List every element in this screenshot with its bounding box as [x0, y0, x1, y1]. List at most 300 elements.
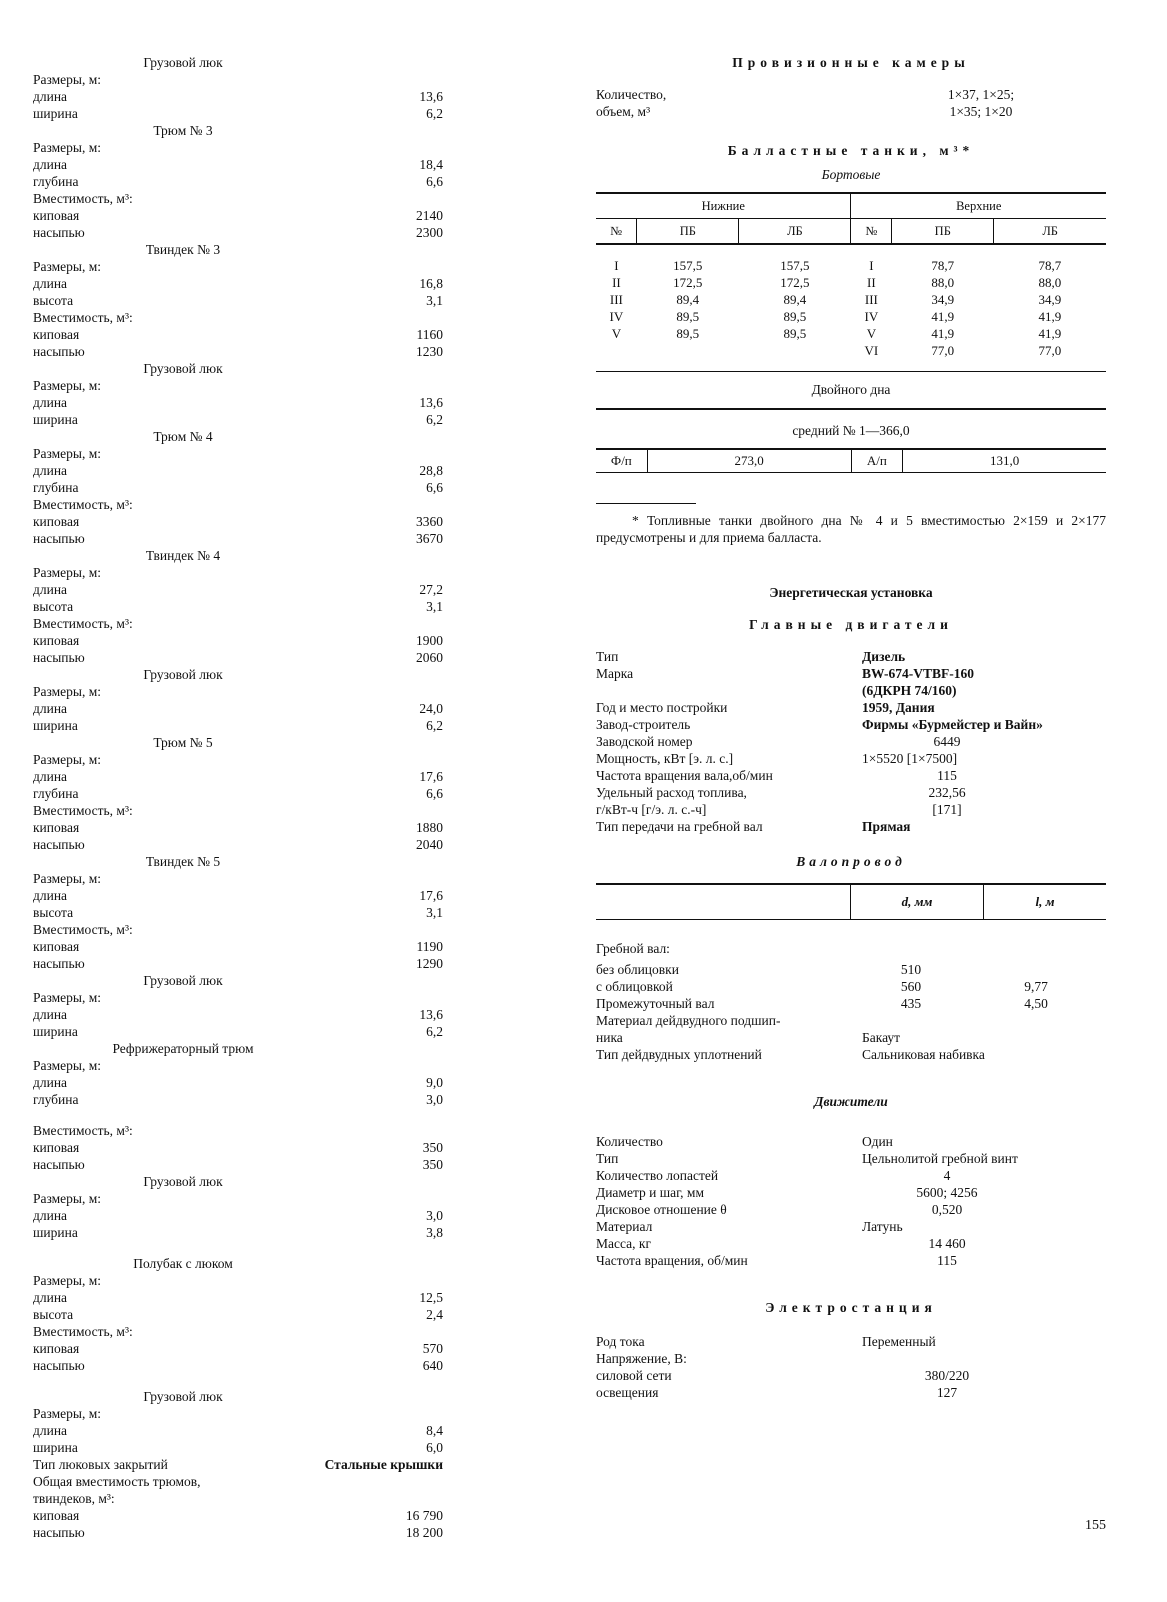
- section-heading: [33, 853, 443, 870]
- spec-row: [33, 1405, 443, 1422]
- spec-value: 27,2: [419, 582, 443, 597]
- ballast-cell-n1: [596, 342, 637, 359]
- ballast-cell-lb2: 77,0: [1038, 343, 1062, 358]
- spec-value: 13,6: [419, 395, 443, 410]
- spec-row: [33, 1340, 443, 1357]
- spec-value: 4: [943, 1168, 951, 1183]
- spec-row: [33, 683, 443, 700]
- spec-label: твиндеков, м³:: [33, 1491, 115, 1506]
- spec-value: 3,8: [426, 1225, 443, 1240]
- shaft-label: без облицовки: [596, 962, 679, 977]
- spec-row: [33, 700, 443, 717]
- ballast-table: [596, 192, 1106, 359]
- spec-label: насыпью: [33, 1525, 85, 1540]
- power-title: Энергетическая установка: [769, 585, 933, 600]
- spec-row: [33, 1139, 443, 1156]
- spec-row: [33, 1023, 443, 1040]
- spec-row: [33, 870, 443, 887]
- shaft-d: 435: [900, 996, 922, 1011]
- spec-label: Размеры, м:: [33, 140, 102, 155]
- spec-value: 3,0: [426, 1208, 443, 1223]
- spec-value: 5600; 4256: [916, 1185, 978, 1200]
- spec-row: [33, 1306, 443, 1323]
- spec-label: киповая: [33, 1341, 80, 1356]
- spec-row: [33, 819, 443, 836]
- spec-row: [33, 462, 443, 479]
- spec-value: 13,6: [419, 89, 443, 104]
- ballast-row: [596, 257, 1106, 274]
- shaft-row: [596, 978, 1106, 995]
- section-heading: [33, 734, 443, 751]
- spec-value: 24,0: [419, 701, 443, 716]
- spec-value: 6,0: [426, 1440, 443, 1455]
- spec-label: Размеры, м:: [33, 1406, 102, 1421]
- propulsors-section: [596, 1093, 1106, 1269]
- spec-row: [33, 1074, 443, 1091]
- spec-row: [596, 1384, 1106, 1401]
- spec-label: Марка: [596, 666, 634, 681]
- spec-label: насыпью: [33, 225, 85, 240]
- spec-label: ширина: [33, 718, 78, 733]
- ballast-cell-pb1: 89,4: [676, 292, 700, 307]
- spec-row: [33, 632, 443, 649]
- section-heading: [33, 547, 443, 564]
- spec-row: [33, 802, 443, 819]
- right-column: [596, 54, 1106, 1401]
- spec-value: 9,0: [426, 1075, 443, 1090]
- spec-row: [33, 513, 443, 530]
- ballast-cell-n2: III: [864, 292, 878, 307]
- spec-value: Латунь: [862, 1219, 903, 1234]
- spec-label: киповая: [33, 633, 80, 648]
- section-heading-text: Грузовой люк: [143, 55, 223, 70]
- ballast-cell-n1: III: [609, 292, 623, 307]
- spec-label: длина: [33, 395, 68, 410]
- ballast-cell-n2: IV: [864, 309, 879, 324]
- spec-row: [33, 1422, 443, 1439]
- section-heading-text: Рефрижераторный трюм: [112, 1041, 254, 1056]
- spec-row: [596, 818, 1106, 835]
- spec-row: [33, 326, 443, 343]
- spec-label: Вместимость, м³:: [33, 497, 133, 512]
- section-heading-text: Трюм № 3: [153, 123, 213, 138]
- section-heading: [33, 666, 443, 683]
- spec-label: длина: [33, 888, 68, 903]
- section-heading: [33, 360, 443, 377]
- spec-row: [33, 768, 443, 785]
- spec-row: [33, 649, 443, 666]
- double-bottom-middle: средний № 1—366,0: [792, 423, 910, 438]
- ballast-cell-pb1: 89,5: [676, 309, 700, 324]
- section-heading-text: Полубак с люком: [133, 1256, 233, 1271]
- spec-label: насыпью: [33, 650, 85, 665]
- spec-label: насыпью: [33, 531, 85, 546]
- spec-value: 3670: [416, 531, 443, 546]
- spec-row: [33, 156, 443, 173]
- spec-row: [596, 1184, 1106, 1201]
- spec-row: [33, 224, 443, 241]
- spec-row: [596, 1350, 1106, 1367]
- spec-value: Один: [862, 1134, 893, 1149]
- provisions-label-2: объем, м³: [596, 104, 651, 119]
- spec-row: [33, 1524, 443, 1541]
- spec-value: 115: [937, 768, 957, 783]
- spec-row: [596, 1367, 1106, 1384]
- spec-row: [33, 836, 443, 853]
- spec-value: 1×5520 [1×7500]: [862, 751, 958, 766]
- spec-value: 570: [422, 1341, 443, 1356]
- spec-label: Размеры, м:: [33, 72, 102, 87]
- spec-row: [33, 717, 443, 734]
- spec-row: [33, 785, 443, 802]
- spec-label: Вместимость, м³:: [33, 191, 133, 206]
- spec-row: [33, 173, 443, 190]
- spec-label: Тип люковых закрытий: [33, 1457, 168, 1472]
- spec-label: Дисковое отношение θ: [596, 1202, 727, 1217]
- shaft-l: 4,50: [1024, 996, 1048, 1011]
- spec-value: 2,4: [426, 1307, 443, 1322]
- spec-label: ширина: [33, 1225, 78, 1240]
- spec-label: высота: [33, 293, 74, 308]
- spec-value: 6,6: [426, 480, 443, 495]
- spec-value: Переменный: [862, 1334, 936, 1349]
- spec-label: глубина: [33, 1092, 79, 1107]
- ballast-group-lower: Нижние: [701, 198, 745, 213]
- spec-value: Дизель: [862, 649, 906, 664]
- shaft-l: 9,77: [1024, 979, 1048, 994]
- spec-row: [33, 1207, 443, 1224]
- shaft-title: Валопровод: [796, 854, 906, 869]
- spec-row: [596, 682, 1106, 699]
- spec-label: Мощность, кВт [э. л. с.]: [596, 751, 734, 766]
- spec-row: [596, 733, 1106, 750]
- spec-value: 1900: [416, 633, 443, 648]
- spec-label: Частота вращения, об/мин: [596, 1253, 748, 1268]
- spec-label: Вместимость, м³:: [33, 1324, 133, 1339]
- spec-value: 17,6: [419, 888, 443, 903]
- spec-label: Вместимость, м³:: [33, 1123, 133, 1138]
- spec-value: 1290: [416, 956, 443, 971]
- spec-value: 16,8: [419, 276, 443, 291]
- section-heading-text: Трюм № 5: [153, 735, 213, 750]
- ballast-cell-n1: I: [614, 258, 619, 273]
- spec-value: BW-674-VTBF-160: [862, 666, 974, 681]
- spec-row: [33, 938, 443, 955]
- spec-label: Размеры, м:: [33, 446, 102, 461]
- spec-label: Завод-строитель: [596, 717, 691, 732]
- ballast-cell-pb2: 77,0: [931, 343, 955, 358]
- spec-label: длина: [33, 276, 68, 291]
- spec-row: [596, 699, 1106, 716]
- ballast-cell-n2: VI: [864, 343, 879, 358]
- ballast-subtitle: Бортовые: [821, 167, 881, 182]
- spec-label: Размеры, м:: [33, 684, 102, 699]
- shaft-col-l: l, м: [983, 885, 1106, 919]
- spec-label: высота: [33, 1307, 74, 1322]
- ballast-cell-pb1: [637, 342, 739, 359]
- spec-row: [596, 665, 1106, 682]
- ballast-title: Балластные танки, м³*: [727, 143, 975, 158]
- spec-label: высота: [33, 905, 74, 920]
- spec-row: [33, 71, 443, 88]
- spec-row: [33, 1156, 443, 1173]
- spec-value: 3,0: [426, 1092, 443, 1107]
- spec-label: Размеры, м:: [33, 1058, 102, 1073]
- spec-row: [33, 207, 443, 224]
- spec-row: [33, 1473, 443, 1490]
- peak-tanks-row: [596, 450, 1106, 472]
- spec-value: 127: [936, 1385, 958, 1400]
- ballast-cell-pb1: 172,5: [673, 275, 703, 290]
- spec-row: [33, 751, 443, 768]
- spec-label: длина: [33, 701, 68, 716]
- ballast-cell-lb1: 89,5: [783, 309, 807, 324]
- spec-value: 6,6: [426, 174, 443, 189]
- spec-row: [33, 1057, 443, 1074]
- shaft-material-label-1: Материал дейдвудного подшип-: [596, 1013, 781, 1028]
- spec-row: [33, 564, 443, 581]
- ballast-cell-lb1: 172,5: [780, 275, 810, 290]
- spec-label: г/кВт-ч [г/э. л. с.-ч]: [596, 802, 707, 817]
- spec-label: Размеры, м:: [33, 990, 102, 1005]
- spec-value: 3,1: [426, 905, 443, 920]
- power-section: [596, 584, 1106, 835]
- spec-row: [596, 1235, 1106, 1252]
- ballast-group-upper: Верхние: [851, 193, 1106, 219]
- ballast-cell-lb2: 41,9: [1038, 326, 1062, 341]
- spec-row: [33, 1190, 443, 1207]
- spec-label: длина: [33, 1007, 68, 1022]
- spec-row: [596, 716, 1106, 733]
- spec-value: 3,1: [426, 599, 443, 614]
- spec-label: Размеры, м:: [33, 1191, 102, 1206]
- spec-label: Род тока: [596, 1334, 645, 1349]
- spec-label: киповая: [33, 1140, 80, 1155]
- spec-label: Размеры, м:: [33, 871, 102, 886]
- section-heading-text: Трюм № 4: [153, 429, 213, 444]
- spec-row: [33, 904, 443, 921]
- engines-title: Главные двигатели: [749, 617, 953, 632]
- spec-value: 12,5: [419, 1290, 443, 1305]
- spec-label: высота: [33, 599, 74, 614]
- spec-label: ширина: [33, 1440, 78, 1455]
- section-heading: [33, 1173, 443, 1190]
- spec-row: [33, 887, 443, 904]
- spec-row: [33, 479, 443, 496]
- ballast-row: [596, 342, 1106, 359]
- spec-row: [33, 411, 443, 428]
- provisions-title: Провизионные камеры: [732, 55, 970, 70]
- ballast-row: [596, 291, 1106, 308]
- spec-label: ширина: [33, 412, 78, 427]
- ballast-cell-n1: II: [612, 275, 621, 290]
- spec-row: [33, 292, 443, 309]
- ballast-cell-n1: V: [611, 326, 622, 341]
- ballast-cell-n2: V: [866, 326, 877, 341]
- spec-row: [596, 1201, 1106, 1218]
- spec-value: 0,520: [931, 1202, 963, 1217]
- spacer: [33, 1374, 443, 1388]
- shaft-header: [596, 885, 1106, 919]
- spec-row: [596, 1133, 1106, 1150]
- spec-value: 14 460: [928, 1236, 966, 1251]
- spec-row: [596, 1252, 1106, 1269]
- spec-row: [33, 139, 443, 156]
- spec-label: Размеры, м:: [33, 259, 102, 274]
- section-heading: [33, 1388, 443, 1405]
- spec-label: Размеры, м:: [33, 565, 102, 580]
- ballast-cell-lb2: 88,0: [1038, 275, 1062, 290]
- spec-row: [33, 530, 443, 547]
- spec-label: длина: [33, 463, 68, 478]
- spec-label: Общая вместимость трюмов,: [33, 1474, 201, 1489]
- provisions-value-2: 1×35; 1×20: [949, 104, 1013, 119]
- section-heading-text: Грузовой люк: [143, 1389, 223, 1404]
- spec-label: ширина: [33, 106, 78, 121]
- spec-row: [33, 445, 443, 462]
- spec-label: Тип: [596, 649, 619, 664]
- ballast-cell-lb1: 89,5: [783, 326, 807, 341]
- spec-label: длина: [33, 157, 68, 172]
- spec-row: [33, 955, 443, 972]
- spec-label: Заводской номер: [596, 734, 693, 749]
- spec-row: [33, 377, 443, 394]
- spec-value: 380/220: [924, 1368, 970, 1383]
- spec-label: киповая: [33, 327, 80, 342]
- spec-label: длина: [33, 1208, 68, 1223]
- ballast-cell-lb2: 41,9: [1038, 309, 1062, 324]
- spec-row: [33, 258, 443, 275]
- ballast-cell-lb2: 34,9: [1038, 292, 1062, 307]
- section-heading: [33, 122, 443, 139]
- spec-label: насыпью: [33, 837, 85, 852]
- spec-value: 6,2: [426, 106, 443, 121]
- spec-label: Удельный расход топлива,: [596, 785, 747, 800]
- col-no-upper: №: [851, 219, 892, 245]
- shaft-label: с облицовкой: [596, 979, 673, 994]
- spec-value: 13,6: [419, 1007, 443, 1022]
- spec-label: Частота вращения вала,об/мин: [596, 768, 773, 783]
- spec-row: [33, 275, 443, 292]
- shaft-seal-label: Тип дейдвудных уплотнений: [596, 1047, 762, 1062]
- spec-label: длина: [33, 1290, 68, 1305]
- spec-row: [33, 598, 443, 615]
- spec-value: 1190: [416, 939, 443, 954]
- ballast-cell-pb2: 34,9: [931, 292, 955, 307]
- spec-label: освещения: [596, 1385, 659, 1400]
- spec-value: 16 790: [405, 1508, 443, 1523]
- spec-label: глубина: [33, 786, 79, 801]
- spec-value: 6,2: [426, 412, 443, 427]
- spec-row: [33, 309, 443, 326]
- ballast-cell-pb1: 89,5: [676, 326, 700, 341]
- spec-value: Стальные крышки: [324, 1457, 443, 1472]
- footnote: * Топливные танки двойного дна № 4 и 5 вместимостью 2×159 и 2×177 предусмотрены и для приема балласта.: [596, 513, 1106, 545]
- section-heading-text: Грузовой люк: [143, 361, 223, 376]
- shaft-material-label-2: ника: [596, 1030, 623, 1045]
- spec-value: 2060: [416, 650, 443, 665]
- spec-label: Масса, кг: [596, 1236, 651, 1251]
- spec-row: [596, 1333, 1106, 1350]
- shaft-col-d: d, мм: [850, 885, 983, 919]
- spec-value: Фирмы «Бурмейстер и Вайн»: [862, 717, 1043, 732]
- section-heading: [33, 428, 443, 445]
- spec-row: [33, 615, 443, 632]
- electro-section: [596, 1299, 1106, 1401]
- spec-row: [33, 921, 443, 938]
- spec-label: глубина: [33, 174, 79, 189]
- spec-row: [596, 1218, 1106, 1235]
- spec-label: длина: [33, 582, 68, 597]
- section-heading: [33, 241, 443, 258]
- spec-value: 1959, Дания: [862, 700, 935, 715]
- spec-label: Напряжение, В:: [596, 1351, 687, 1366]
- ballast-row: [596, 274, 1106, 291]
- spec-value: 17,6: [419, 769, 443, 784]
- spec-value: 115: [937, 1253, 957, 1268]
- col-lb-upper: ЛБ: [994, 219, 1106, 245]
- spec-row: [596, 750, 1106, 767]
- spec-label: Размеры, м:: [33, 378, 102, 393]
- spec-value: 232,56: [928, 785, 966, 800]
- spec-label: насыпью: [33, 344, 85, 359]
- ballast-cell-n2: II: [867, 275, 876, 290]
- spec-value: 6,2: [426, 1024, 443, 1039]
- spec-value: 8,4: [426, 1423, 443, 1438]
- spec-row: [33, 343, 443, 360]
- spec-row: [33, 1357, 443, 1374]
- spacer: [33, 1241, 443, 1255]
- spec-row: [596, 648, 1106, 665]
- fp-label: Ф/п: [610, 453, 632, 468]
- shaft-d: 510: [900, 962, 922, 977]
- shaft-section: [596, 853, 1106, 1063]
- section-heading-text: Твиндек № 5: [145, 854, 221, 869]
- fp-value: 273,0: [647, 450, 851, 472]
- col-pb-lower: ПБ: [637, 219, 739, 245]
- spec-value: 640: [422, 1358, 443, 1373]
- spec-row: [33, 1323, 443, 1340]
- spec-value: [171]: [932, 802, 962, 817]
- spec-value: 1880: [416, 820, 443, 835]
- spec-value: 18,4: [419, 157, 443, 172]
- ballast-cell-pb2: 88,0: [931, 275, 955, 290]
- spec-label: длина: [33, 769, 68, 784]
- section-heading: [33, 1255, 443, 1272]
- spec-label: насыпью: [33, 1358, 85, 1373]
- spec-label: Размеры, м:: [33, 752, 102, 767]
- ballast-cell-pb2: 41,9: [931, 326, 955, 341]
- section-heading-text: Твиндек № 3: [145, 242, 221, 257]
- spec-row: [33, 1507, 443, 1524]
- page-number: 155: [1085, 1518, 1106, 1533]
- spec-value: 6,2: [426, 718, 443, 733]
- spec-label: Вместимость, м³:: [33, 310, 133, 325]
- spec-label: киповая: [33, 820, 80, 835]
- spec-value: 2040: [416, 837, 443, 852]
- spec-label: киповая: [33, 939, 80, 954]
- ballast-section: [596, 142, 1106, 473]
- spec-label: Тип: [596, 1151, 619, 1166]
- ballast-cell-pb2: 41,9: [931, 309, 955, 324]
- electro-title: Электростанция: [765, 1300, 937, 1315]
- ballast-row: [596, 308, 1106, 325]
- ballast-cell-n2: I: [869, 258, 874, 273]
- spec-value: 2300: [416, 225, 443, 240]
- ballast-cell-lb1: 89,4: [783, 292, 807, 307]
- ballast-cell-pb2: 78,7: [931, 258, 955, 273]
- left-column: [33, 54, 443, 1541]
